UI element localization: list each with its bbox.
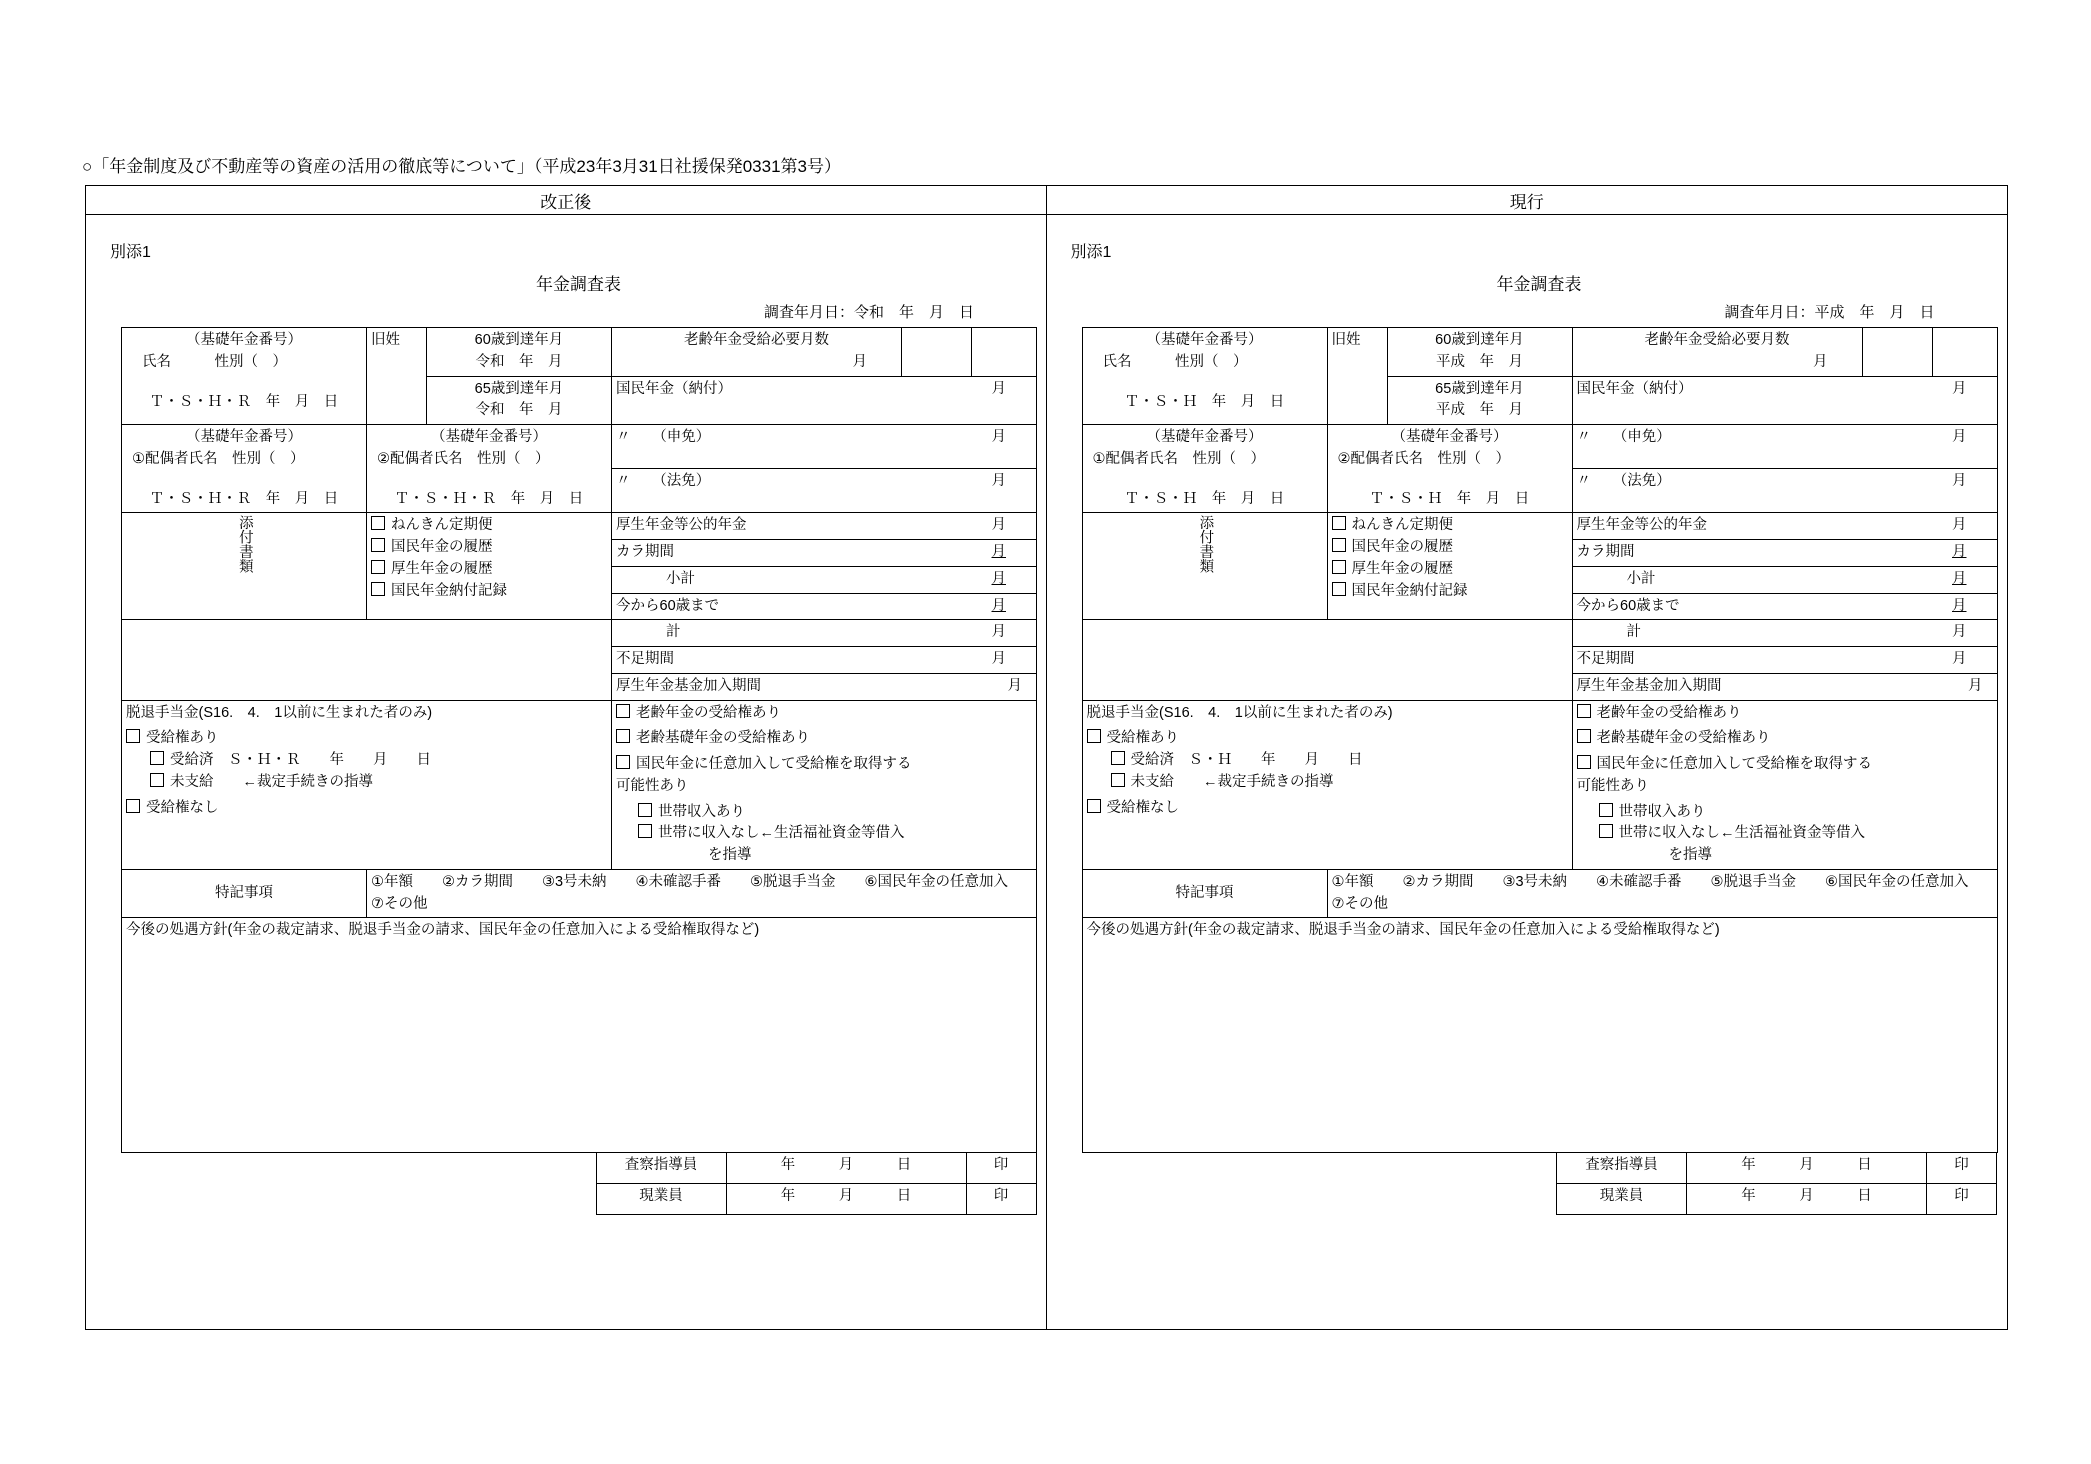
spouse1-cell-right: （基礎年金番号） ①配偶者氏名 性別（ ） Ｔ・Ｓ・Ｈ 年 月 日 — [1082, 425, 1327, 513]
inspector-label-right: 査察指導員 — [1557, 1153, 1687, 1184]
form-grid-right — [1082, 327, 1998, 1153]
checkbox-nenkin-teikibin-right[interactable] — [1332, 516, 1346, 530]
survey-date-left: 調査年月日：令和 年 月 日 — [763, 304, 974, 321]
blank-right-panel — [1082, 620, 1572, 700]
inspector-label-left: 査察指導員 — [596, 1153, 726, 1184]
checkbox-rourei-kiso-left[interactable] — [616, 729, 630, 743]
kokumin-nofu-row-left: 国民年金（納付） 月 — [612, 376, 1037, 425]
attachment-label-right: 別添1 — [1070, 244, 1112, 261]
age60-cell-right: 60歳到達年月 平成 年 月 — [1387, 328, 1572, 377]
worker-date-left: 年 月 日 — [726, 1184, 966, 1215]
column-header-revised: 改正後 — [86, 186, 1046, 215]
checkbox-setai-shunyu-ari-left[interactable] — [638, 803, 652, 817]
required-months-label-right: 老齢年金受給必要月数 月 — [1572, 328, 1862, 377]
required-months-label-left: 老齢年金受給必要月数 月 — [612, 328, 902, 377]
pension-survey-form-left — [121, 270, 1036, 1215]
total-row-left: 計 月 — [612, 620, 1037, 647]
attachment-items-right: ねんきん定期便 国民年金の履歴 厚生年金の履歴 国民年金納付記録 — [1327, 513, 1572, 620]
shokei-row-right: 小計 月 — [1572, 566, 1997, 593]
homen-row-right: 〃 （法免） 月 — [1572, 469, 1997, 513]
column-header-current: 現行 — [1047, 186, 2008, 215]
checkbox-mishikyu-right[interactable] — [1111, 773, 1125, 787]
form-title-left: 年金調査表 — [536, 275, 621, 294]
worker-label-right: 現業員 — [1557, 1184, 1687, 1215]
checkbox-nini-kanyu-left[interactable] — [616, 755, 630, 769]
special-notes-text-left: ①年額 ②カラ期間 ③3号未納 ④未確認手番 ⑤脱退手当金 ⑥国民年金の任意加入 ⑦その他 — [367, 869, 1037, 918]
required-months-box1-right — [1862, 328, 1932, 377]
age60-cell-left: 60歳到達年月 令和 年 月 — [427, 328, 612, 377]
withdrawal-block-right: 脱退手当金(S16. 4. 1以前に生まれた者のみ) 受給権あり 受給済 Ｓ・Ｈ 年 月 日 未支給 ←裁定手続きの指導 受給権なし — [1082, 700, 1572, 869]
checkbox-rourei-nenkin-left[interactable] — [616, 704, 630, 718]
shortage-row-right: 不足期間 月 — [1572, 647, 1997, 674]
worker-date-right: 年 月 日 — [1687, 1184, 1927, 1215]
old-name-cell-left: 旧姓 — [367, 328, 427, 425]
shortage-row-left: 不足期間 月 — [612, 647, 1037, 674]
survey-date-right: 調査年月日：平成 年 月 日 — [1724, 304, 1935, 321]
shokei-row-left: 小計 月 — [612, 566, 1037, 593]
old-name-cell-right: 旧姓 — [1327, 328, 1387, 425]
checkbox-rourei-kiso-right[interactable] — [1577, 729, 1591, 743]
comparison-table — [85, 185, 2008, 1330]
form-grid-left — [121, 327, 1037, 1153]
withdrawal-block-left: 脱退手当金(S16. 4. 1以前に生まれた者のみ) 受給権あり 受給済 Ｓ・Ｈ・Ｒ 年 月 日 未支給 ←裁定手続きの指導 受給権なし — [122, 700, 612, 869]
column-revised — [86, 186, 1047, 1329]
special-notes-label-left: 特記事項 — [122, 869, 367, 918]
worker-label-left: 現業員 — [596, 1184, 726, 1215]
policy-block-left: 今後の処遇方針(年金の裁定請求、脱退手当金の請求、国民年金の任意加入による受給権取得など) — [122, 918, 1037, 1153]
checkbox-jukyuken-nashi-right[interactable] — [1087, 799, 1101, 813]
until60-row-left: 今から60歳まで 月 — [612, 593, 1037, 620]
column-current — [1047, 186, 2008, 1329]
signature-grid-right — [1082, 1152, 1998, 1215]
checkbox-kokumin-rireki-left[interactable] — [371, 538, 385, 552]
inspector-seal-left: 印 — [966, 1153, 1036, 1184]
shinmen-row-left: 〃 （申免） 月 — [612, 425, 1037, 469]
inspector-date-left: 年 月 日 — [726, 1153, 966, 1184]
kikin-row-right: 厚生年金基金加入期間 月 — [1572, 673, 1997, 700]
kokumin-nofu-row-right: 国民年金（納付） 月 — [1572, 376, 1997, 425]
inspector-seal-right: 印 — [1927, 1153, 1997, 1184]
checkbox-rourei-nenkin-right[interactable] — [1577, 704, 1591, 718]
attachment-vertical-label-right: 添付書類 — [1082, 513, 1327, 620]
checkbox-kokumin-nofu-right[interactable] — [1332, 582, 1346, 596]
spouse1-cell-left: （基礎年金番号） ①配偶者氏名 性別（ ） Ｔ・Ｓ・Ｈ・Ｒ 年 月 日 — [122, 425, 367, 513]
kara-kikan-row-left: カラ期間 月 — [612, 540, 1037, 567]
form-title-right: 年金調査表 — [1496, 275, 1582, 294]
attachment-label-left: 別添1 — [110, 244, 151, 261]
page-title: ○「年金制度及び不動産等の資産の活用の徹底等について」（平成23年3月31日社援保発0331第3号） — [82, 157, 841, 176]
checkbox-setai-shunyu-nashi-left[interactable] — [638, 824, 652, 838]
checkbox-jukyuken-nashi-left[interactable] — [126, 799, 140, 813]
checkbox-kokumin-nofu-left[interactable] — [371, 582, 385, 596]
kosei-kouteki-row-left: 厚生年金等公的年金 月 — [612, 513, 1037, 540]
checkbox-mishikyu-left[interactable] — [150, 773, 164, 787]
eligibility-block-right: 老齢年金の受給権あり 老齢基礎年金の受給権あり 国民年金に任意加入して受給権を取得する 可能性あり 世帯収入あり 世帯に収入なし←生活福祉資金等借入 を指導 — [1572, 700, 1997, 869]
special-notes-text-right: ①年額 ②カラ期間 ③3号未納 ④未確認手番 ⑤脱退手当金 ⑥国民年金の任意加入 ⑦その他 — [1327, 869, 1997, 918]
checkbox-jukyuken-ari-left[interactable] — [126, 729, 140, 743]
checkbox-jukyuzumi-right[interactable] — [1111, 751, 1125, 765]
checkbox-kosei-rireki-left[interactable] — [371, 560, 385, 574]
column-body-revised — [86, 215, 1046, 1330]
checkbox-setai-shunyu-ari-right[interactable] — [1599, 803, 1613, 817]
column-body-current — [1047, 215, 2008, 1330]
checkbox-kosei-rireki-right[interactable] — [1332, 560, 1346, 574]
checkbox-kokumin-rireki-right[interactable] — [1332, 538, 1346, 552]
until60-row-right: 今から60歳まで 月 — [1572, 593, 1997, 620]
spouse2-cell-left: （基礎年金番号） ②配偶者氏名 性別（ ） Ｔ・Ｓ・Ｈ・Ｒ 年 月 日 — [367, 425, 612, 513]
worker-seal-left: 印 — [966, 1184, 1036, 1215]
age65-cell-right: 65歳到達年月 平成 年 月 — [1387, 376, 1572, 425]
pension-survey-form-right — [1082, 270, 1997, 1215]
checkbox-jukyuzumi-left[interactable] — [150, 751, 164, 765]
attachment-items-left: ねんきん定期便 国民年金の履歴 厚生年金の履歴 国民年金納付記録 — [367, 513, 612, 620]
checkbox-jukyuken-ari-right[interactable] — [1087, 729, 1101, 743]
homen-row-left: 〃 （法免） 月 — [612, 469, 1037, 513]
worker-seal-right: 印 — [1927, 1184, 1997, 1215]
eligibility-block-left: 老齢年金の受給権あり 老齢基礎年金の受給権あり 国民年金に任意加入して受給権を取得する 可能性あり 世帯収入あり 世帯に収入なし←生活福祉資金等借入 を指導 — [612, 700, 1037, 869]
checkbox-nini-kanyu-right[interactable] — [1577, 755, 1591, 769]
age65-cell-left: 65歳到達年月 令和 年 月 — [427, 376, 612, 425]
inspector-date-right: 年 月 日 — [1687, 1153, 1927, 1184]
basic-pension-no-cell-left: （基礎年金番号） 氏名 性別（ ） Ｔ・Ｓ・Ｈ・Ｒ 年 月 日 — [122, 328, 367, 425]
required-months-box2-left — [972, 328, 1037, 377]
checkbox-nenkin-teikibin-left[interactable] — [371, 516, 385, 530]
blank-left-panel — [122, 620, 612, 700]
spouse2-cell-right: （基礎年金番号） ②配偶者氏名 性別（ ） Ｔ・Ｓ・Ｈ 年 月 日 — [1327, 425, 1572, 513]
total-row-right: 計 月 — [1572, 620, 1997, 647]
policy-block-right: 今後の処遇方針(年金の裁定請求、脱退手当金の請求、国民年金の任意加入による受給権取得など) — [1082, 918, 1997, 1153]
attachment-vertical-label-left: 添付書類 — [122, 513, 367, 620]
checkbox-setai-shunyu-nashi-right[interactable] — [1599, 824, 1613, 838]
kosei-kouteki-row-right: 厚生年金等公的年金 月 — [1572, 513, 1997, 540]
kikin-row-left: 厚生年金基金加入期間 月 — [612, 673, 1037, 700]
special-notes-label-right: 特記事項 — [1082, 869, 1327, 918]
kara-kikan-row-right: カラ期間 月 — [1572, 540, 1997, 567]
basic-pension-no-cell-right: （基礎年金番号） 氏名 性別（ ） Ｔ・Ｓ・Ｈ 年 月 日 — [1082, 328, 1327, 425]
required-months-box1-left — [902, 328, 972, 377]
required-months-box2-right — [1932, 328, 1997, 377]
shinmen-row-right: 〃 （申免） 月 — [1572, 425, 1997, 469]
signature-grid-left — [121, 1152, 1037, 1215]
